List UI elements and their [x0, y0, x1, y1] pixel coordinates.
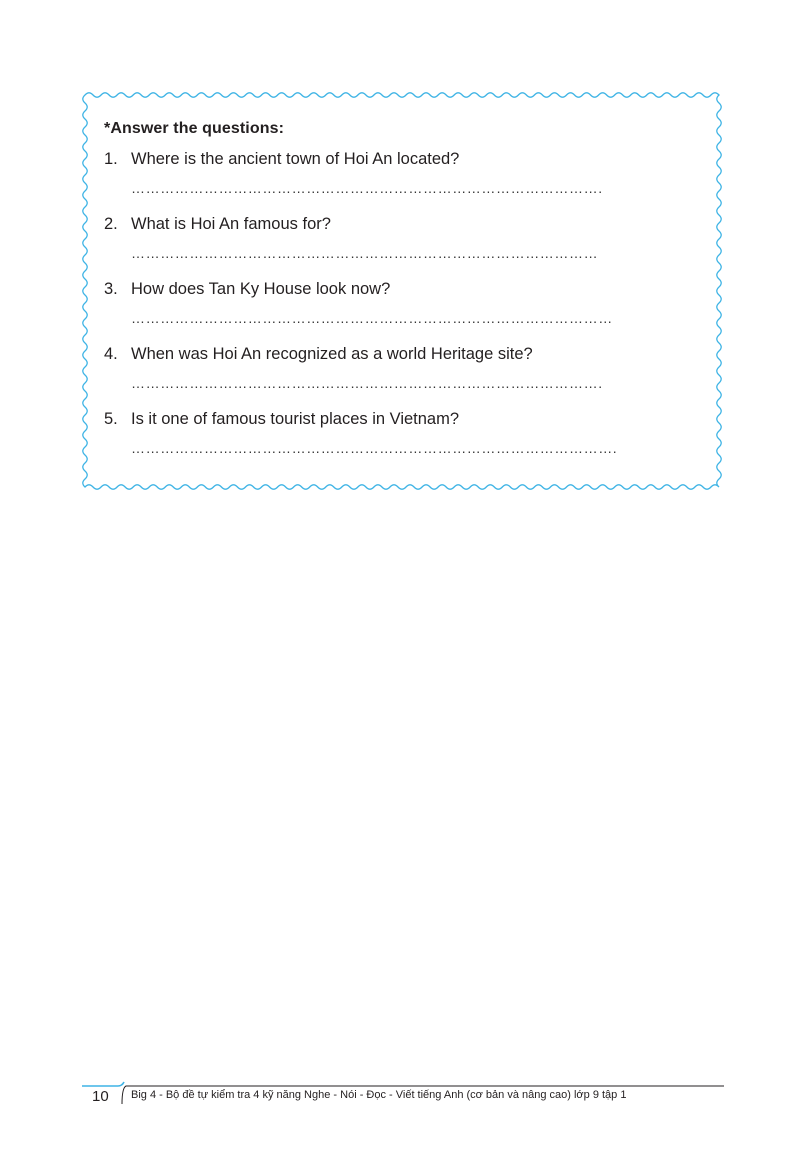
answer-line[interactable]: ……………………………………………………………………………………. — [131, 180, 603, 196]
question-box — [82, 92, 722, 490]
question-number: 4. — [104, 345, 118, 363]
question-text: How does Tan Ky House look now? — [131, 280, 391, 298]
answer-line[interactable]: ………………………………………………………………………………………. — [131, 440, 618, 456]
question-text: When was Hoi An recognized as a world Heritage site? — [131, 345, 533, 363]
footer-book-title: Big 4 - Bộ đề tự kiểm tra 4 kỹ năng Nghe - Nói - Đọc - Viết tiếng Anh (cơ bản và nâng cao) lớp 9 tập 1 — [131, 1089, 627, 1101]
instructions-heading: *Answer the questions: — [104, 120, 285, 137]
page-footer — [82, 1080, 724, 1110]
question-list — [104, 150, 704, 475]
question-item-5 — [104, 410, 704, 475]
question-number: 1. — [104, 150, 118, 168]
question-item-1 — [104, 150, 704, 215]
question-number: 5. — [104, 410, 118, 428]
question-number: 2. — [104, 215, 118, 233]
question-item-3 — [104, 280, 704, 345]
answer-line[interactable]: ……………………………………………………………………………………. — [131, 375, 603, 391]
question-text: Where is the ancient town of Hoi An located? — [131, 150, 460, 168]
question-item-2 — [104, 215, 704, 280]
question-item-4 — [104, 345, 704, 410]
page-number: 10 — [92, 1088, 109, 1105]
question-text: Is it one of famous tourist places in Vietnam? — [131, 410, 460, 428]
question-number: 3. — [104, 280, 118, 298]
answer-line[interactable]: ……………………………………………………………………………………… — [131, 310, 613, 326]
answer-line[interactable]: …………………………………………………………………………………… — [131, 245, 599, 261]
question-text: What is Hoi An famous for? — [131, 215, 331, 233]
